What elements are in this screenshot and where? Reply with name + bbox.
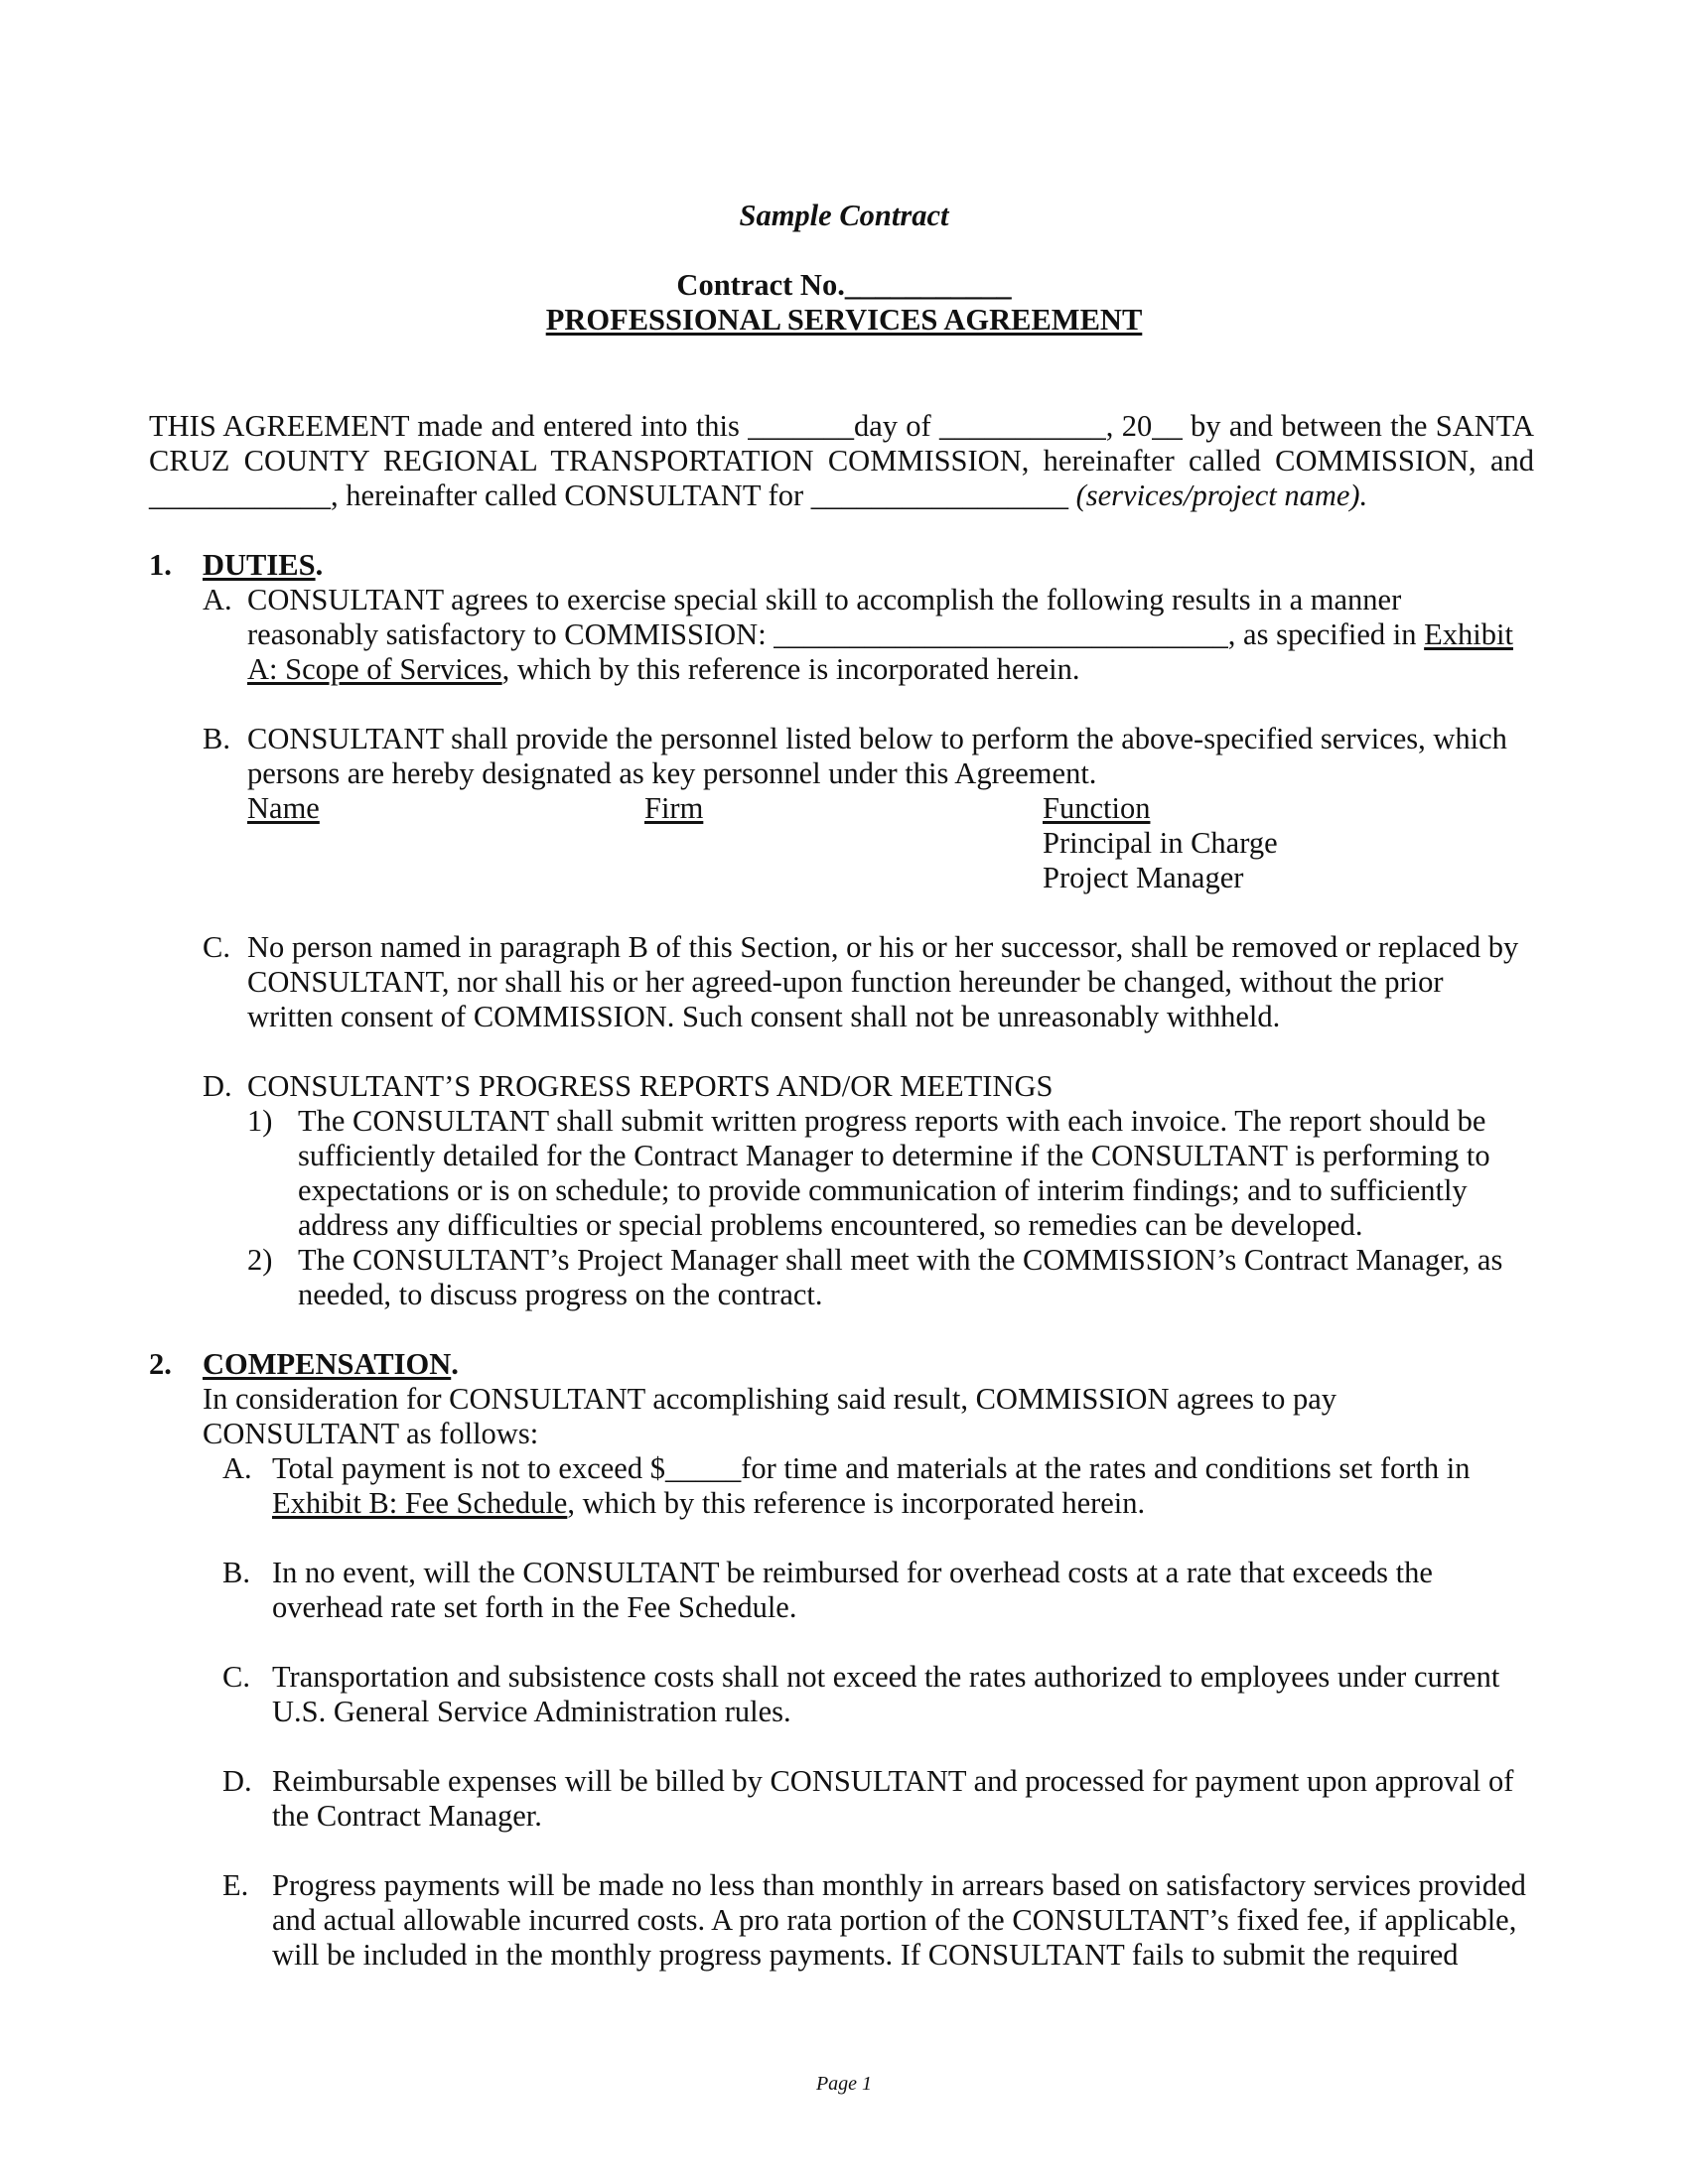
intro-line-1: THIS AGREEMENT made and entered into this _______day of ___________, 20__ by and between the SANTA [149, 409, 1534, 443]
compensation-a-line-1: Total payment is not to exceed $_____for time and materials at the rates and conditions set forth in [272, 1451, 1471, 1485]
page-number: Page 1 [815, 2073, 873, 2095]
compensation-a-line-2-text: , which by this reference is incorporated herein. [567, 1486, 1146, 1520]
compensation-a-letter: A. [222, 1451, 252, 1485]
services-project-name: (services/project name). [1075, 478, 1368, 512]
duties-d-item-1-line-2: sufficiently detailed for the Contract Manager to determine if the CONSULTANT is performing to [298, 1139, 1490, 1172]
compensation-intro-2: CONSULTANT as follows: [203, 1417, 539, 1450]
duties-d-item-1-num: 1) [247, 1104, 273, 1138]
duties-d-heading: CONSULTANT’S PROGRESS REPORTS AND/OR MEETINGS [247, 1069, 1054, 1103]
agreement-title: PROFESSIONAL SERVICES AGREEMENT [545, 303, 1143, 337]
duties-d-item-1-line-3: expectations or is on schedule; to provide communication of interim findings; and to sufficiently [298, 1173, 1468, 1207]
compensation-intro-1: In consideration for CONSULTANT accomplishing said result, COMMISSION agrees to pay [203, 1382, 1337, 1416]
fee-schedule-link: Exhibit B: Fee Schedule [272, 1486, 568, 1520]
section-1-heading [203, 548, 323, 583]
section-1-period: . [315, 548, 324, 582]
intro-line-2: CRUZ COUNTY REGIONAL TRANSPORTATION COMMISSION, hereinafter called COMMISSION, and [149, 444, 1534, 478]
duties-a-line-3 [247, 652, 1079, 687]
compensation-b-line-2: overhead rate set forth in the Fee Schedule. [272, 1590, 797, 1624]
exhibit-a-link: Exhibit [1424, 617, 1513, 651]
compensation-b-letter: B. [222, 1556, 250, 1589]
section-2-heading [203, 1347, 459, 1382]
duties-a-line-1: CONSULTANT agrees to exercise special skill to accomplish the following results in a manner [247, 583, 1402, 616]
compensation-e-line-2: and actual allowable incurred costs. A pro rata portion of the CONSULTANT’s fixed fee, if applicable, [272, 1903, 1517, 1937]
duties-d-item-2-num: 2) [247, 1243, 273, 1277]
duties-c-letter: C. [203, 930, 230, 964]
compensation-a-line-2 [272, 1486, 1145, 1521]
compensation-d-letter: D. [222, 1764, 252, 1798]
section-2-title: COMPENSATION [203, 1347, 452, 1381]
duties-b-line-2: persons are hereby designated as key personnel under this Agreement. [247, 756, 1097, 790]
duties-c-line-3: written consent of COMMISSION. Such consent shall not be unreasonably withheld. [247, 1000, 1281, 1033]
compensation-e-line-1: Progress payments will be made no less than monthly in arrears based on satisfactory services provided [272, 1868, 1526, 1902]
compensation-e-line-3: will be included in the monthly progress payments. If CONSULTANT fails to submit the required [272, 1938, 1459, 1972]
compensation-c-line-1: Transportation and subsistence costs shall not exceed the rates authorized to employees under current [272, 1660, 1500, 1694]
contract-number: Contract No.___________ [676, 268, 1012, 302]
section-2-period: . [451, 1347, 459, 1381]
personnel-header-firm: Firm [644, 791, 704, 825]
intro-line-3 [149, 478, 1367, 513]
duties-d-item-1-line-1: The CONSULTANT shall submit written progress reports with each invoice. The report should be [298, 1104, 1486, 1138]
duties-a-line-2-text: reasonably satisfactory to COMMISSION: ______________________________, as specified in [247, 617, 1425, 651]
personnel-header-function: Function [1043, 791, 1151, 825]
section-1-number: 1. [149, 548, 172, 582]
duties-d-letter: D. [203, 1069, 232, 1103]
duties-c-line-1: No person named in paragraph B of this Section, or his or her successor, shall be removed or replaced by [247, 930, 1519, 964]
compensation-b-line-1: In no event, will the CONSULTANT be reimbursed for overhead costs at a rate that exceeds the [272, 1556, 1433, 1589]
duties-b-line-1: CONSULTANT shall provide the personnel listed below to perform the above-specified services, which [247, 722, 1507, 755]
personnel-header-name: Name [247, 791, 320, 825]
personnel-function-principal: Principal in Charge [1043, 826, 1278, 860]
section-2-number: 2. [149, 1347, 172, 1381]
compensation-d-line-2: the Contract Manager. [272, 1799, 542, 1833]
duties-d-item-2-line-1: The CONSULTANT’s Project Manager shall meet with the COMMISSION’s Contract Manager, as [298, 1243, 1503, 1277]
intro-line-3-text: ____________, hereinafter called CONSULTANT for _________________ [149, 478, 1068, 512]
compensation-d-line-1: Reimbursable expenses will be billed by CONSULTANT and processed for payment upon approval of [272, 1764, 1514, 1798]
compensation-c-letter: C. [222, 1660, 250, 1694]
duties-c-line-2: CONSULTANT, nor shall his or her agreed-upon function hereunder be changed, without the prior [247, 965, 1444, 999]
scope-of-services-link: A: Scope of Services [247, 652, 502, 686]
compensation-c-line-2: U.S. General Service Administration rules. [272, 1695, 791, 1728]
compensation-e-letter: E. [222, 1868, 249, 1902]
duties-a-letter: A. [203, 583, 232, 616]
section-1-title: DUTIES [203, 548, 316, 582]
duties-a-line-3-text: , which by this reference is incorporated herein. [501, 652, 1080, 686]
personnel-function-pm: Project Manager [1043, 861, 1244, 894]
sample-title: Sample Contract [739, 199, 949, 232]
duties-d-item-2-line-2: needed, to discuss progress on the contract. [298, 1278, 823, 1311]
duties-d-item-1-line-4: address any difficulties or special problems encountered, so remedies can be developed. [298, 1208, 1363, 1242]
duties-b-letter: B. [203, 722, 230, 755]
duties-a-line-2 [247, 617, 1513, 652]
